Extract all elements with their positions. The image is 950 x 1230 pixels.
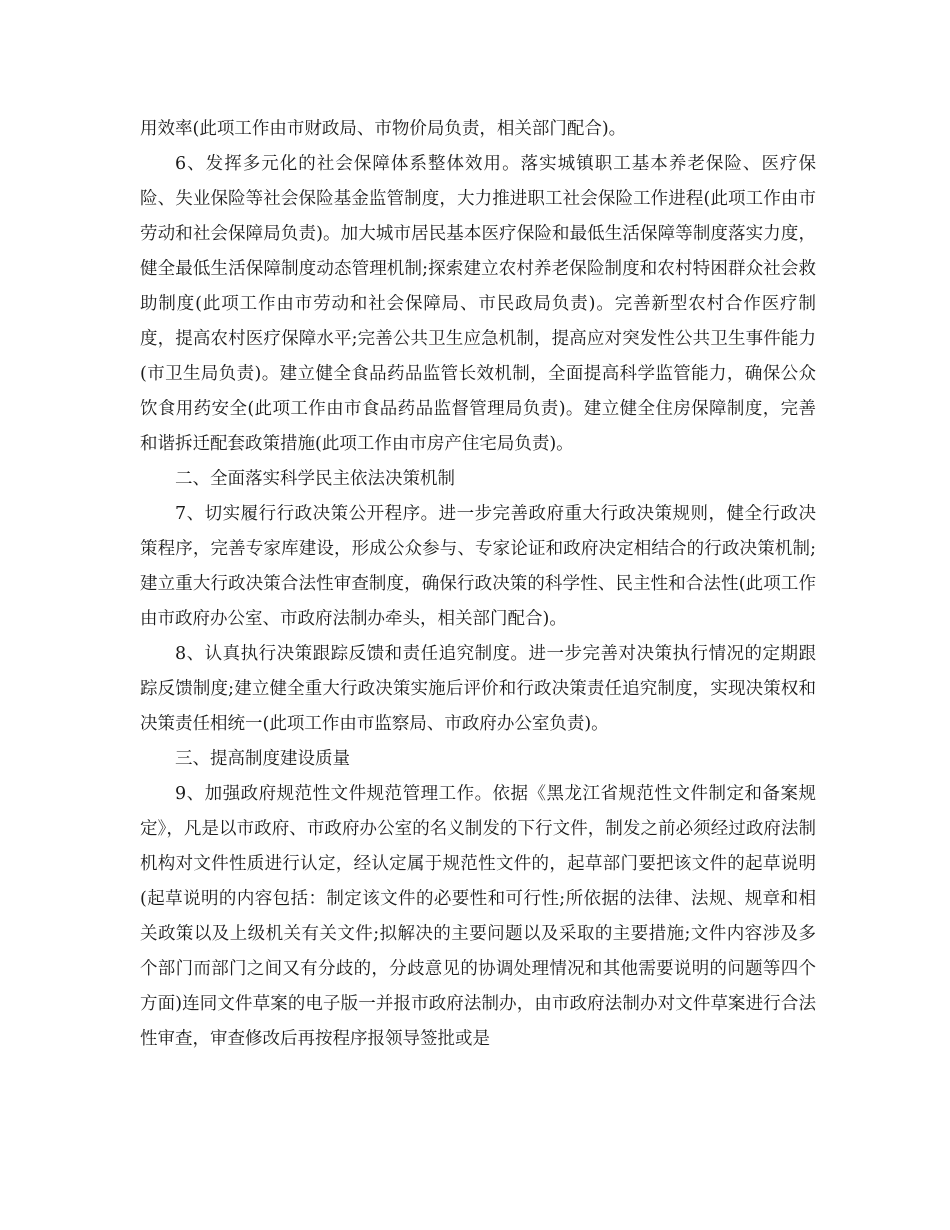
paragraph-6: 9、加强政府规范性文件规范管理工作。依据《黑龙江省规范性文件制定和备案规定》，凡是以市政府、市政府办公室的名义制发的下行文件，制发之前必须经过政府法制机构对文件性质进行认定，经认定属于规范性文件的，起草部门要把该文件的起草说明(起草说明的内容包括：制定该文件的必要性和可行性;所依据的法律、法规、规章和相关政策以及上级机关有关文件;拟解决的主要问题以及采取的主要措施;文件内容涉及多个部门而部门之间又有分歧的，分歧意见的协调处理情况和其他需要说明的问题等四个方面)连同文件草案的电子版一并报市政府法制办，由市政府法制办对文件草案进行合法性审查，审查修改后再按程序报领导签批或是 <box>140 784 816 1049</box>
document-body <box>140 112 816 1057</box>
paragraph-3: 7、切实履行行政决策公开程序。进一步完善政府重大行政决策规则，健全行政决策程序，完善专家库建设，形成公众参与、专家论证和政府决定相结合的行政决策机制;建立重大行政决策合法性审查制度，确保行政决策的科学性、民主性和合法性(此项工作由市政府办公室、市政府法制办牵头，相关部门配合)。 <box>140 504 816 629</box>
section-heading-5: 三、提高制度建设质量 <box>175 749 350 769</box>
section-heading-2: 二、全面落实科学民主依法决策机制 <box>175 469 455 489</box>
paragraph-4: 8、认真执行决策跟踪反馈和责任追究制度。进一步完善对决策执行情况的定期跟踪反馈制度;建立健全重大行政决策实施后评价和行政决策责任追究制度，实现决策权和决策责任相统一(此项工作由市监察局、市政府办公室负责)。 <box>140 644 816 734</box>
paragraph-0: 用效率(此项工作由市财政局、市物价局负责，相关部门配合)。 <box>140 119 627 139</box>
paragraph-1: 6、发挥多元化的社会保障体系整体效用。落实城镇职工基本养老保险、医疗保险、失业保险等社会保险基金监管制度，大力推进职工社会保险工作进程(此项工作由市劳动和社会保障局负责)。加大城市居民基本医疗保险和最低生活保障等制度落实力度，健全最低生活保障制度动态管理机制;探索建立农村养老保险制度和农村特困群众社会救助制度(此项工作由市劳动和社会保障局、市民政局负责)。完善新型农村合作医疗制度，提高农村医疗保障水平;完善公共卫生应急机制，提高应对突发性公共卫生事件能力(市卫生局负责)。建立健全食品药品监管长效机制，全面提高科学监管能力，确保公众饮食用药安全(此项工作由市食品药品监督管理局负责)。建立健全住房保障制度，完善和谐拆迁配套政策措施(此项工作由市房产住宅局负责)。 <box>140 154 816 454</box>
